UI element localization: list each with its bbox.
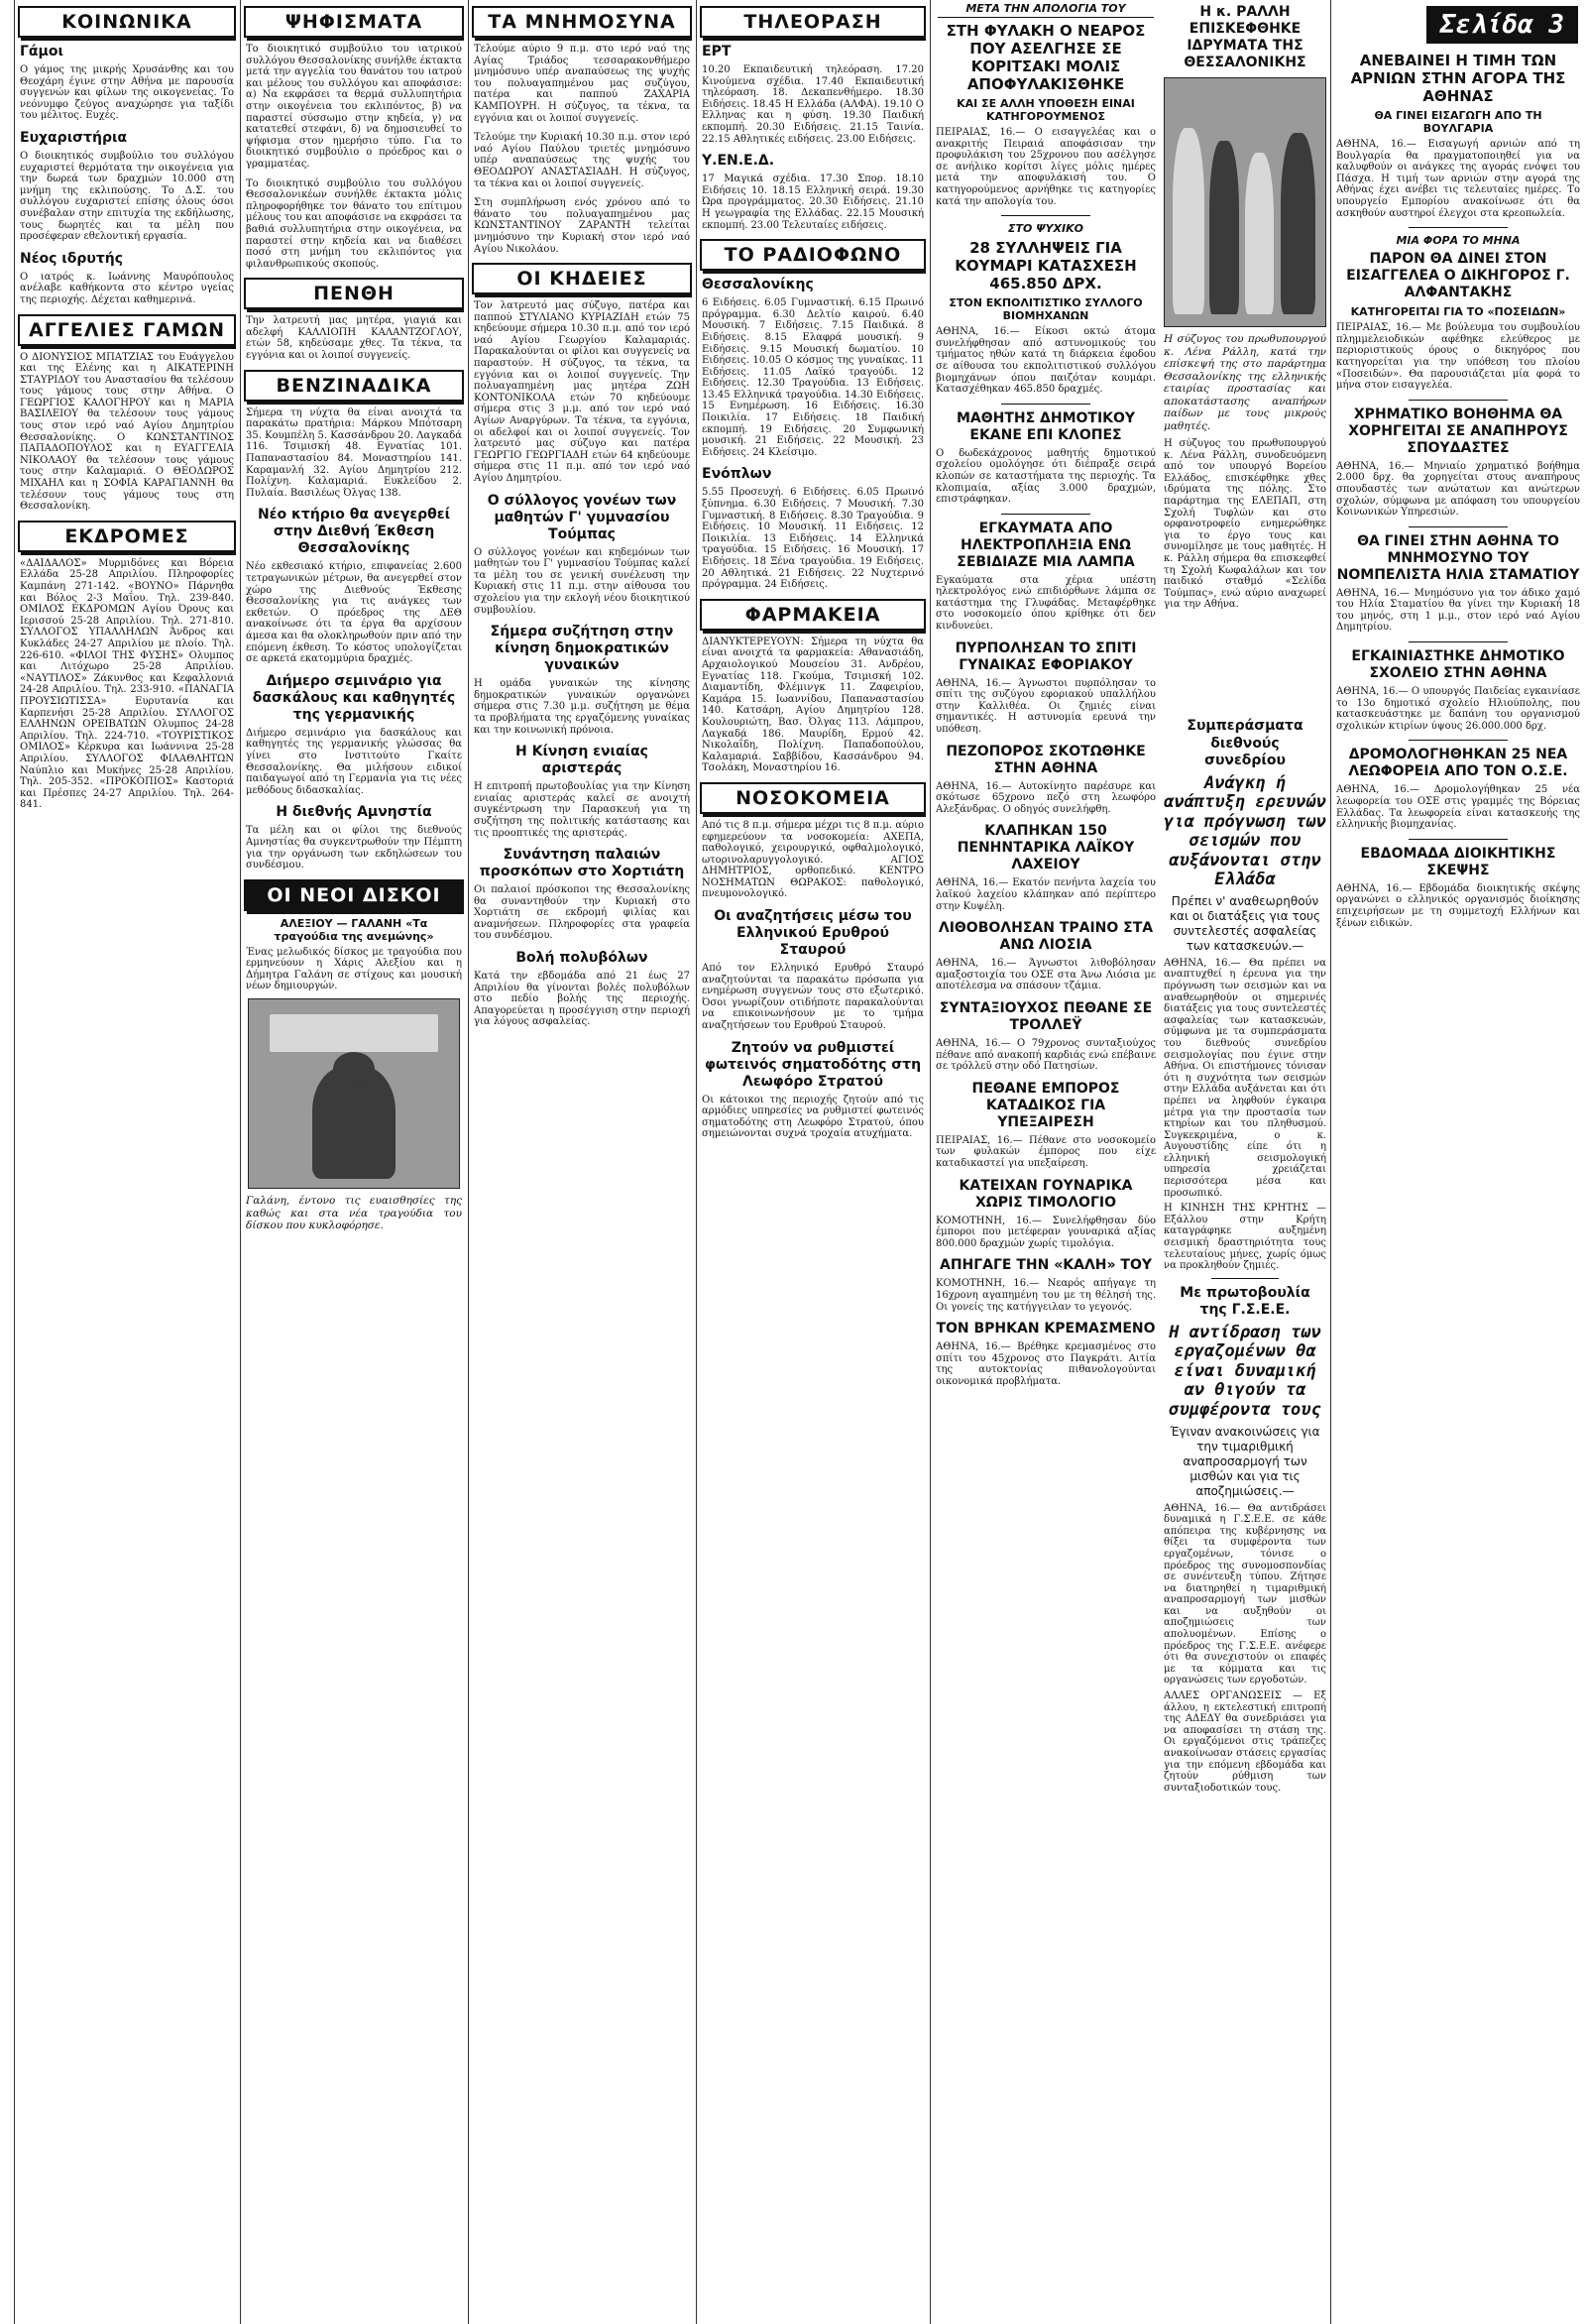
article-title: ΣΤΗ ΦΥΛΑΚΗ Ο ΝΕΑΡΟΣ ΠΟΥ ΑΣΕΛΓΗΣΕ ΣΕ ΚΟΡΙΤΣΑΚΙ ΜΟΛΙΣ ΑΠΟΦΥΛΑΚΙΣΘΗΚΕ	[946, 22, 1146, 93]
article-title: Ζητούν να ρυθμιστεί φωτεινός σηματοδότης στη Λεωφόρο Στρατού	[704, 1039, 922, 1090]
article-mourning	[244, 315, 464, 361]
article-school-opening	[1334, 648, 1582, 732]
article-seminar	[244, 673, 464, 797]
article-text: ΚΟΜΟΤΗΝΗ, 16.— Συνελήφθησαν δύο έμποροι που μετέφεραν γουναρικά αξίας 800.000 δραχμών χωρίς τιμολόγια.	[936, 1215, 1156, 1249]
article-text: ΑΘΗΝΑ, 16.— Θα αντιδράσει δυναμικά η Γ.Σ.Ε.Ε. σε κάθε απόπειρα της κυβέρνησης να θίξει τα συμφέροντα των εργαζομένων, τόνισε ο πρόεδρος της συνομοσπονδίας σε συνέντευξη τύπου. Ζήτησε να διατηρηθεί η τιμαριθμική αναπροσαρμογή των μισθών και να αυξηθούν οι αποζημιώσεις των απολυομένων. Επίσης ο πρόεδρος της Γ.Σ.Ε.Ε. ανέφερε ότι θα συνεχιστούν οι επαφές με τα κόμματα και τις οργανώσεις των εργοδοτών.	[1164, 1502, 1326, 1686]
article-text: ΑΘΗΝΑ, 16.— Άγνωστοι πυρπόλησαν το σπίτι της συζύγου εφοριακού υπαλλήλου στην Καλλιθέα. Οι ζημιές είναι σημαντικές. Η αστυνομία ερευνά την υπόθεση.	[936, 677, 1156, 736]
article-text: ΑΘΗΝΑ, 16.— Αυτοκίνητο παρέσυρε και σκότωσε 65χρονο πεζό στη λεωφόρο Αλεξάνδρας. Ο οδηγός συνελήφθη.	[936, 780, 1156, 815]
schedule-text: 6 Ειδήσεις. 6.05 Γυμναστική. 6.15 Πρωινό πρόγραμμα. 6.30 Δελτίο καιρού. 6.40 Μουσική. 7 Ειδήσεις. 7.15 Παιδικά. 8 Ειδήσεις. 8.15 Ελαφρά μουσική. 9 Ειδήσεις. 9.15 Μουσική δωματίου. 10 Ειδήσεις. 10.05 Ο κόσμος της γυναίκας. 11 Ειδήσεις. 11.05 Λαϊκό τραγούδι. 12 Ειδήσεις. 12.30 Τραγούδια. 13 Ειδήσεις. 13.45 Ελληνικά τραγούδια. 14.30 Ειδήσεις. 15 Ενημέρωση. 16 Ειδήσεις. 16.30 Ποικιλία. 17 Ειδήσεις. 18 Παιδική εκπομπή. 19 Ειδήσεις. 20 Συμφωνική μουσική. 21 Ειδήσεις. 22 Μουσική. 23 Ειδήσεις. 24 Κλείσιμο.	[702, 297, 924, 458]
column-rule	[240, 0, 241, 2324]
article-title: Η κ. ΡΑΛΛΗ ΕΠΙΣΚΕΦΘΗΚΕ ΙΔΡΥΜΑΤΑ ΤΗΣ ΘΕΣΣΑΛΟΝΙΚΗΣ	[1184, 4, 1306, 70]
section-header-new-records: ΟΙ ΝΕΟΙ ΔΙΣΚΟΙ	[244, 879, 464, 911]
article-funerals	[472, 300, 692, 485]
article-text: Από τις 8 π.μ. σήμερα μέχρι τις 8 π.μ. αύριο εφημερεύουν τα νοσοκομεία: ΑΧΕΠΑ, παθολογικό, χειρουργικό, οφθαλμολογικό, ωτορινολαρυγγολογικό. ΑΓΙΟΣ ΔΗΜΗΤΡΙΟΣ, ορθοπεδικό. ΚΕΝΤΡΟ ΝΟΣΗΜΑΤΩΝ ΘΩΡΑΚΟΣ: παθολογικό, πνευμονολογικό.	[702, 819, 924, 900]
article-shooting-range	[472, 950, 692, 1028]
article-title: ΚΛΑΠΗΚΑΝ 150 ΠΕΝΗΝΤΑΡΙΚΑ ΛΑΪΚΟΥ ΛΑΧΕΙΟΥ	[957, 823, 1135, 873]
article-memorial-1	[472, 44, 692, 124]
column-1	[18, 0, 236, 2324]
article-womens-movement	[472, 624, 692, 736]
news-photo-ralli-visit	[1164, 77, 1326, 327]
article-title: ΛΙΘΟΒΟΛΗΣΑΝ ΤΡΑΙΝΟ ΣΤΑ ΑΝΩ ΛΙΟΣΙΑ	[938, 920, 1154, 954]
article-pharmacies	[700, 637, 926, 774]
column-rule	[930, 0, 931, 2324]
kicker: ΜΕΤΑ ΤΗΝ ΑΠΟΛΟΓΙΑ ΤΟΥ	[938, 2, 1154, 18]
section-header-funerals: ΟΙ ΚΗΔΕΙΕΣ	[472, 263, 692, 294]
article-title: Ο σύλλογος γονέων των μαθητών Γ' γυμνασίου Τούμπας	[487, 492, 677, 542]
kicker: Συμπεράσματα διεθνούς συνεδρίου	[1187, 718, 1303, 768]
column-rule	[468, 0, 469, 2324]
column-2	[244, 0, 464, 2324]
article-lottery-theft	[934, 823, 1158, 912]
article-disabled-students	[1334, 407, 1582, 519]
article-gambling-arrests	[934, 222, 1158, 396]
article-amnesty	[244, 804, 464, 871]
kicker: ΜΙΑ ΦΟΡΑ ΤΟ ΜΗΝΑ	[1396, 234, 1521, 248]
article-title: Συνάντηση παλαιών προσκόπων στο Χορτιάτη	[479, 847, 685, 880]
article-new-record	[244, 917, 464, 1232]
headline-workers: Η αντίδραση των εργαζομένων θα είναι δυναμική αν θιγούν τα συμφέροντα τους	[1169, 1322, 1321, 1420]
article-train-stoning	[934, 920, 1158, 992]
tv-yened	[700, 153, 926, 231]
column-3	[472, 0, 692, 2324]
article-text: Το διοικητικό συμβούλιο του ιατρικού συλλόγου Θεσσαλονίκης συνήλθε έκτακτα μετά την αγγελία του θανάτου του ιατρού και μέλους του συλλόγου και αποφάσισε: α) Να εκφράσει τα θερμά συλλυπητήρια στην οικογένεια του εκλιπόντος, β) να παραστεί σύσσωμο στην κηδεία, γ) να κατατεθεί στεφάνι, δ) να δημοσιευθεί το ψήφισμα στον ημερήσιο τύπο. Για το διοικητικό συμβούλιο ο πρόεδρος και ο γραμματέας.	[246, 44, 462, 170]
article-title: ΕΓΚΑΙΝΙΑΣΤΗΚΕ ΔΗΜΟΤΙΚΟ ΣΧΟΛΕΙΟ ΣΤΗΝ ΑΘΗΝΑ	[1351, 648, 1565, 682]
column-5	[934, 0, 1158, 2324]
article-memorial-stamatiou	[1334, 533, 1582, 634]
article-text: Τον λατρευτό μας σύζυγο, πατέρα και παππού ΣΤΥΛΙΑΝΟ ΚΥΡΙΑΖΙΔΗ ετών 75 κηδεύουμε σήμερα 10.30 π.μ. από τον ιερό ναό Αγίου Γεωργίου Καλαμαριάς. Παρακαλούνται οι φίλοι και συγγενείς να παραστούν. Η σύζυγος, τα τέκνα, τα εγγόνια και οι λοιποί συγγενείς. Την πολυαγαπημένη μας μητέρα ΖΩΗ ΚΟΝΤΟΝΙΚΟΛΑ ετών 70 κηδεύουμε σήμερα στις 3 μ.μ. από τον ιερό ναό Αγίων Αναργύρων. Τα τέκνα, τα εγγόνια, οι αδελφοί και οι λοιποί συγγενείς. Τον λατρευτό μας σύζυγο και πατέρα ΓΕΩΡΓΙΟ ΓΕΩΡΓΙΑΔΗ ετών 64 κηδεύουμε σήμερα στις 11 π.μ. από τον ιερό ναό Αγίου Δημητρίου.	[474, 300, 690, 484]
article-text: ΑΘΗΝΑ, 16.— Είκοσι οκτώ άτομα συνελήφθησαν από αστυνομικούς του τμήματος ηθών κατά τη διάρκεια έφοδου σε αίθουσα του εκπολιτιστικού συλλόγου βιομηχάνων όπου παιζόταν κουμάρι. Κατασχέθηκαν 465.850 δραχμές.	[936, 326, 1156, 396]
article-text: Ο ιατρός κ. Ιωάννης Μαυρόπουλος ανέλαβε καθήκοντα στο κέντρο υγείας της περιοχής. Δέχεται καθημερινά.	[20, 271, 234, 305]
article-title: ΘΑ ΓΙΝΕΙ ΣΤΗΝ ΑΘΗΝΑ ΤΟ ΜΝΗΜΟΣΥΝΟ ΤΟΥ ΝΟΜΠΕΛΙΣΤΑ ΗΛΙΑ ΣΤΑΜΑΤΙΟΥ	[1336, 532, 1580, 583]
article-excursions	[18, 558, 236, 811]
column-4	[700, 0, 926, 2324]
article-merchant	[934, 1081, 1158, 1170]
article-text: ΑΘΗΝΑ, 16.— Εισαγωγή αρνιών από τη Βουλγαρία θα πραγματοποιηθεί για να καλυφθούν οι ανάγκες της αγοράς ενόψει του Πάσχα. Η τιμή των αρνιών στην αγορά της Αθήνας έχει ανέβει τις τελευταίες ημέρες. Το υπουργείο Εμπορίου ανακοίνωσε ότι θα ασκηθούν αυστηροί έλεγχοι στα κρεοπωλεία.	[1336, 139, 1580, 219]
section-header-mourning: ΠΕΝΘΗ	[244, 278, 464, 309]
article-subtitle: ΚΑΙ ΣΕ ΑΛΛΗ ΥΠΟΘΕΣΗ ΕΙΝΑΙ ΚΑΤΗΓΟΡΟΥΜΕΝΟΣ	[957, 97, 1135, 123]
article-title: ΧΡΗΜΑΤΙΚΟ ΒΟΗΘΗΜΑ ΘΑ ΧΟΡΗΓΕΙΤΑΙ ΣΕ ΑΝΑΠΗΡΟΥΣ ΣΠΟΥΔΑΣΤΕΣ	[1348, 406, 1568, 456]
article-text: Νέο εκθεσιακό κτήριο, επιφανείας 2.600 τετραγωνικών μέτρων, θα ανεγερθεί στον χώρο της Διεθνούς Έκθεσης Θεσσαλονίκης για τις ανάγκες των εκθετών. Ο πρόεδρος της ΔΕΘ ανακοίνωσε ότι τα έργα θα αρχίσουν άμεσα και θα ολοκληρωθούν πριν από την επόμενη έκθεση. Το κόστος υπολογίζεται σε αρκετά εκατομμύρια δραχμές.	[246, 561, 462, 665]
article-text: ΠΕΙΡΑΙΑΣ, 16.— Ο εισαγγελέας και ο ανακριτής Πειραιά αποφάσισαν την προφυλάκιση του 25χρονου που ασέλγησε σε ανήλικο κορίτσι λίγες μόλις ημέρες μετά την αποφυλάκισή του. Ο κατηγορούμενος αρνήθηκε τις κατηγορίες κατά την απολογία του.	[936, 127, 1156, 207]
article-text: ΑΘΗΝΑ, 16.— Βρέθηκε κρεμασμένος στο σπίτι του 45χρονος στο Παγκράτι. Αιτία της αυτοκτονίας πιθανολογούνται οικονομικά προβλήματα.	[936, 1341, 1156, 1387]
article-text: Οι κάτοικοι της περιοχής ζητούν από τις αρμόδιες υπηρεσίες να ρυθμιστεί φωτεινός σηματοδότης στη Λεωφόρο Στρατού, όπου σημειώνονται συχνά τροχαία ατυχήματα.	[702, 1094, 924, 1140]
article-subtitle: ΣΤΟΝ ΕΚΠΟΛΙΤΙΣΤΙΚΟ ΣΥΛΛΟΓΟ ΒΙΟΜΗΧΑΝΩΝ	[949, 296, 1143, 323]
article-title: Διήμερο σεμινάριο για δασκάλους και καθηγητές της γερμανικής	[252, 672, 456, 723]
article-title: Η διεθνής Αμνηστία	[276, 804, 432, 821]
article-title: Νέο κτήριο θα ανεγερθεί στην Διεθνή Έκθεση Θεσσαλονίκης	[257, 507, 451, 557]
article-wedding-notices	[18, 352, 236, 513]
section-header-resolutions: ΨΗΦΙΣΜΑΤΑ	[244, 6, 464, 38]
wide-stories	[1162, 714, 1328, 2320]
article-hanged	[934, 1321, 1158, 1387]
article-text: ΑΘΗΝΑ, 16.— Δρομολογήθηκαν 25 νέα λεωφορεία του ΟΣΕ στις γραμμές της Βόρειας Ελλάδας. Τα λεωφορεία είναι κατασκευής της ελληνικής βιομηχανίας.	[1336, 784, 1580, 831]
article-subtitle: ΘΑ ΓΙΝΕΙ ΕΙΣΑΓΩΓΗ ΑΠΟ ΤΗ ΒΟΥΛΓΑΡΙΑ	[1374, 109, 1542, 135]
article-text: Η ομάδα γυναικών της κίνησης δημοκρατικών γυναικών οργανώνει σήμερα στις 7.30 μ.μ. συζήτηση με θέμα τα προβλήματα της εργαζόμενης γυναίκας και την κοινωνική πρόνοια.	[474, 678, 690, 736]
section-header-gas-stations: ΒΕΝΖΙΝΑΔΙΚΑ	[244, 370, 464, 402]
article-title: Η Κίνηση ενιαίας αριστεράς	[515, 744, 648, 777]
section-header-koinonika: ΚΟΙΝΩΝΙΚΑ	[18, 6, 236, 38]
article-text: Διήμερο σεμινάριο για δασκάλους και καθηγητές της γερμανικής γλώσσας θα γίνει στο Ινστιτούτο Γκαίτε Θεσσαλονίκης. Θα μιλήσουν ειδικοί παιδαγωγοί από τη Γερμανία για τις νέες μεθόδους διδασκαλίας.	[246, 727, 462, 796]
article-text: ΠΕΙΡΑΙΑΣ, 16.— Με βούλευμα του συμβουλίου πλημμελειοδικών αφέθηκε ελεύθερος με περιοριστικούς όρους ο δικηγόρος που κατηγορείται για την υπόθεση του πλοίου «Ποσειδών». Θα παρουσιάζεται μία φορά το μήνα στον εισαγγελέα.	[1336, 322, 1580, 392]
article-text: Κατά την εβδομάδα από 21 έως 27 Απριλίου θα γίνονται βολές πολυβόλων στο πεδίο βολής της περιοχής. Απαγορεύεται η προσέγγιση στην περιοχή για λόγους ασφαλείας.	[474, 971, 690, 1028]
article-text: ΑΘΗΝΑ, 16.— Μνημόσυνο για τον άδικο χαμό του Ηλία Σταματίου θα γίνει την Κυριακή 18 του μηνός, στη 1 μ.μ., στον ιερό ναό Αγίου Δημητρίου.	[1336, 587, 1580, 634]
channel-name: ΕΡΤ	[702, 44, 732, 59]
article-title: Ευχαριστήρια	[20, 129, 128, 146]
article-title: 28 ΣΥΛΛΗΨΕΙΣ ΓΙΑ ΚΟΥΜΑΡΙ ΚΑΤΑΣΧΕΣΗ 465.850 ΔΡΧ.	[955, 239, 1137, 293]
column-rule	[1330, 0, 1331, 2324]
article-title: ΕΒΔΟΜΑΔΑ ΔΙΟΙΚΗΤΙΚΗΣ ΣΚΕΨΗΣ	[1360, 845, 1556, 878]
kicker: Με πρωτοβουλία της Γ.Σ.Ε.Ε.	[1180, 1284, 1310, 1319]
article-jail	[934, 22, 1158, 207]
article-text: Ο σύλλογος γονέων και κηδεμόνων των μαθητών του Γ' γυμνασίου Τούμπας καλεί τα μέλη του σε γενική συνέλευση την Κυριακή στις 11 π.μ. στην αίθουσα του σχολείου για την εκλογή νέου διοικητικού συμβουλίου.	[474, 546, 690, 616]
article-text: ΑΘΗΝΑ, 16.— Ο 79χρονος συνταξιούχος πέθανε από ανακοπή καρδιάς ενώ επέβαινε σε τρόλλεϋ στην οδό Πατησίων.	[936, 1037, 1156, 1073]
photo-caption: Γαλάνη, έντονο τις ευαισθησίες της καθώς και στα νέα τραγούδια του δίσκου που κυκλοφόρησε.	[246, 1195, 462, 1232]
section-header-pharmacies: ΦΑΡΜΑΚΕΙΑ	[700, 599, 926, 631]
article-text: ΚΟΜΟΤΗΝΗ, 16.— Νεαρός απήγαγε τη 16χρονη αγαπημένη του με τη θέλησή της. Οι γονείς της κατήγγειλαν το γεγονός.	[936, 1278, 1156, 1313]
article-title: Οι αναζητήσεις μέσω του Ελληνικού Ερυθρού Σταυρού	[714, 908, 912, 959]
section-header-excursions: ΕΚΔΡΟΜΕΣ	[18, 521, 236, 552]
article-parents-association	[472, 493, 692, 617]
article-text: Τα μέλη και οι φίλοι της διεθνούς Αμνηστίας θα συγκεντρωθούν την Πέμπτη για την οργάνωση των εκδηλώσεων του συνδέσμου.	[246, 825, 462, 872]
article-lawyer	[1334, 234, 1582, 392]
article-text: Ο γάμος της μικρής Χρυσάνθης και του Θεοχάρη έγινε στην Αθήνα με παρουσία συγγενών και φίλων της οικογενείας. Το νεόνυμφο ζεύγος αναχώρησε για ταξίδι του μέλιτος. Ευχές.	[20, 64, 234, 122]
article-text: Τελούμε αύριο 9 π.μ. στο ιερό ναό της Αγίας Τριάδος τεσσαρακονθήμερο μνημόσυνο υπέρ αναπαύσεως της ψυχής του πολυαγαπημένου μας συζύγου, πατέρα και παππού ΖΑΧΑΡΙΑ ΚΑΜΠΟΥΡΗ. Η σύζυγος, τα τέκνα, τα εγγόνια και οι λοιποί συγγενείς.	[474, 44, 690, 124]
article-gas-stations	[244, 407, 464, 500]
article-text: Ο δωδεκάχρονος μαθητής δημοτικού σχολείου ομολόγησε ότι διέπραξε σειρά κλοπών σε καταστήματα της περιοχής. Τα κλοπιμαία, αξίας 3.000 δραχμών, επιστράφηκαν.	[936, 447, 1156, 506]
article-scouts-meeting	[472, 847, 692, 942]
article-text: «ΔΑΙΔΑΛΟΣ» Μυρμιδόνες και Βόρεια Ελλάδα 25-28 Απριλίου. Πληροφορίες Καμπάνη 271-142. «ΒΟΥΝΟ» Πάρνηθα και Βόλος 2-3 Μαΐου. Τηλ. 239-840. ΟΜΙΛΟΣ ΕΚΔΡΟΜΩΝ Αγίου Όρους και Ιερισσού 25-28 Απριλίου. Τηλ. 271-810. ΣΥΛΛΟΓΟΣ ΥΠΑΛΛΗΛΩΝ Άνδρος και Κυκλάδες 24-27 Απριλίου με πλοίο. Τηλ. 226-610. «ΦΙΛΟΙ ΤΗΣ ΦΥΣΗΣ» Ολυμπος και Λιτόχωρο 25-28 Απριλίου. «ΝΑΥΤΙΛΟΣ» Ζάκυνθος και Κεφαλλονιά 24-28 Απριλίου. Τηλ. 233-910. «ΠΑΝΑΓΙΑ ΠΡΟΥΣΙΩΤΙΣΣΑ» Ευρυτανία και Καρπενήσι 25-28 Απριλίου. ΣΥΛΛΟΓΟΣ ΕΛΛΗΝΩΝ ΟΡΕΙΒΑΤΩΝ Ολυμπος 24-28 Απριλίου. Τηλ. 224-710. «ΤΟΥΡΙΣΤΙΚΟΣ ΟΜΙΛΟΣ» Κέρκυρα και Ιωάννινα 25-28 Απριλίου. ΣΥΛΛΟΓΟΣ ΦΙΛΑΘΛΗΤΩΝ Ναύπλιο και Μυκήνες 25-28 Απριλίου. Τηλ. 205-352. «ΠΡΟΚΟΠΙΟΣ» Καστοριά και Πρέσπες 24-27 Απριλίου. Τηλ. 264-841.	[20, 557, 234, 811]
article-lamb-prices	[1334, 52, 1582, 219]
article-new-building	[244, 507, 464, 664]
article-title: ΚΑΤΕΙΧΑΝ ΓΟΥΝΑΡΙΚΑ ΧΩΡΙΣ ΤΙΜΟΛΟΓΙΟ	[959, 1177, 1133, 1211]
article-subtitle: ΚΑΤΗΓΟΡΕΙΤΑΙ ΓΙΑ ΤΟ «ΠΟΣΕΙΔΩΝ»	[1350, 305, 1566, 319]
radio-armed-forces	[700, 466, 926, 590]
article-text: ΑΘΗΝΑ, 16.— Εβδομάδα διοικητικής σκέψης οργανώνει ο ελληνικός οργανισμός διοίκησης επιχειρήσεων με τη συμμετοχή Ελλήνων και ξένων ειδικών.	[1336, 882, 1580, 929]
column-rule	[14, 0, 15, 2324]
article-text: ΑΘΗΝΑ, 16.— Ο υπουργός Παιδείας εγκαινίασε το 13ο δημοτικό σχολείο Ηλιούπολης, που κατασκευάστηκε με δαπάνη του οργανισμού σχολικών κτιρίων ύψους 26.000.000 δρχ.	[1336, 686, 1580, 732]
article-text: ΑΘΗΝΑ, 16.— Μηνιαίο χρηματικό βοήθημα 2.000 δρχ. θα χορηγείται στους αναπήρους σπουδαστές των ανώτατων και ανώτερων σχολών, σύμφωνα με απόφαση του υπουργείου Κοινωνικών Υπηρεσιών.	[1336, 460, 1580, 519]
article-weddings	[18, 44, 236, 122]
article-text: Ένας μελωδικός δίσκος με τραγούδια που ερμηνεύουν η Χάρις Αλεξίου και η Δήμητρα Γαλάνη σε στίχους και μουσική νέων δημιουργών.	[246, 946, 462, 992]
article-traffic-light	[700, 1040, 926, 1140]
article-thanks	[18, 130, 236, 243]
article-pedestrian	[934, 744, 1158, 816]
article-text: Το διοικητικό συμβούλιο του συλλόγου Θεσσαλονικέων συνήλθε έκτακτα μόλις πληροφορήθηκε τον θάνατο του επίτιμου μέλους του και αποφάσισε να εκφράσει τα βαθιά συλλυπητήρια στην οικογένεια, να παραστεί στην κηδεία και να διαθέσει ποσό στη μνήμη του εκλιπόντος για φιλανθρωπικούς σκοπούς.	[246, 177, 462, 270]
article-title: ΤΟΝ ΒΡΗΚΑΝ ΚΡΕΜΑΣΜΕΝΟ	[936, 1321, 1156, 1337]
article-text: Σήμερα τη νύχτα θα είναι ανοιχτά τα παρακάτω πρατήρια: Μάρκου Μπότσαρη 35. Κουμπέλη 5. Κασσάνδρου 20. Λαγκαδά 116. Τσιμισκή 48. Εγνατίας 101. Παπαναστασίου 84. Μοναστηρίου 141. Καραμανλή 32. Αγίου Δημητρίου 212. Πολίχνη. Καλαμαριά. Ευκλείδου 2. Πυλαία. Βασιλέως Όλγας 138.	[246, 407, 462, 499]
article-title: ΣΥΝΤΑΞΙΟΥΧΟΣ ΠΕΘΑΝΕ ΣΕ ΤΡΟΛΛΕΫ	[939, 999, 1153, 1033]
article-title: Γάμοι	[20, 44, 63, 59]
headline-earthquakes: Ανάγκη ή ανάπτυξη ερευνών για πρόγνωση των σεισμών που αυξάνονται στην Ελλάδα	[1164, 772, 1326, 890]
schedule-text: 17 Μαγικά σχέδια. 17.30 Σπορ. 18.10 Ειδήσεις 10. 18.15 Ελληνική σειρά. 19.30 Ώρα προγράμματος. 20.30 Ειδήσεις. 21.10 Η γεωγραφία της Ελλάδας. 22.15 Μουσική εκπομπή. 23.00 Τελευταίες ειδήσεις.	[702, 174, 924, 231]
schedule-text: 5.55 Προσευχή. 6 Ειδήσεις. 6.05 Πρωινό ξύπνημα. 6.30 Ειδήσεις. 7 Μουσική. 7.30 Γυμναστική. 8 Ειδήσεις. 8.30 Τραγούδια. 9 Ειδήσεις. 10 Μουσική. 11 Ειδήσεις. 12 Ποικιλία. 13 Ειδήσεις. 14 Ελληνικά τραγούδια. 15 Ειδήσεις. 16 Μουσική. 17 Ειδήσεις. 18 Ξένα τραγούδια. 19 Ειδήσεις. 20 Αθλητικά. 21 Ειδήσεις. 22 Νυχτερινό πρόγραμμα. 24 Ειδήσεις.	[702, 487, 924, 591]
photo-caption: Η σύζυγος του πρωθυπουργού κ. Λένα Ράλλη, κατά την επίσκεψή της στο παράρτημα Θεσσαλονίκης της ελληνικής εταιρίας προστασίας και αποκατάστασης αναπήρων παίδων με τους μικρούς μαθητές.	[1164, 333, 1326, 432]
article-hospitals	[700, 820, 926, 900]
article-title: ΜΑΘΗΤΗΣ ΔΗΜΟΤΙΚΟΥ ΕΚΑΝΕ ΕΠΙ ΚΛΟΠΕΣ	[956, 409, 1136, 443]
article-text: ΔΙΑΝΥΚΤΕΡΕΥΟΥΝ: Σήμερα τη νύχτα θα είναι ανοιχτά τα φαρμακεία: Αθανασιάδη, Αρχαιολογικού Μουσείου 31. Ανδρέου, Εγνατίας 118. Γκούμα, Τσιμισκή 102. Διαμαντίδη, Φλέμινγκ 11. Ζαφειρίου, Καμάρα 15. Ιωαννίδου, Παπαναστασίου 140. Κατσάρη, Αγίου Δημητρίου 128. Κουλουριώτη, Βασ. Όλγας 113. Λάμπρου, Λαγκαδά 186. Μαυρίδη, Ερμού 42. Νικολαΐδη, Πολίχνη. Παπαδοπούλου, Καλαμαριά. Σαββίδου, Κασσάνδρου 94. Τσολάκη, Μοναστηρίου 16.	[702, 636, 924, 774]
article-abduction	[934, 1257, 1158, 1313]
article-title: ΕΓΚΑΥΜΑΤΑ ΑΠΟ ΗΛΕΚΤΡΟΠΛΗΞΙΑ ΕΝΩ ΣΕΒΙΔΙΑΖΕ ΜΙΑ ΛΑΜΠΑ	[957, 520, 1135, 570]
section-header-hospitals: ΝΟΣΟΚΟΜΕΙΑ	[700, 782, 926, 814]
article-text: Η επιτροπή πρωτοβουλίας για την Κίνηση ενιαίας αριστεράς καλεί σε ανοιχτή συγκέντρωση την Παρασκευή για τη συζήτηση της πολιτικής κατάστασης και τις προοπτικές της αριστεράς.	[474, 781, 690, 839]
section-header-memorials: ΤΑ ΜΝΗΜΟΣΥΝΑ	[472, 6, 692, 38]
section-header-wedding-notices: ΑΓΓΕΛΙΕΣ ΓΑΜΩΝ	[18, 314, 236, 346]
tv-ert	[700, 44, 926, 145]
article-text: Ο διοικητικός συμβούλιο του συλλόγου ευχαριστεί θερμότατα την οικογένεια για την δωρεά των δραχμών 10.000 στη μνήμη της εκλιπούσης. Το Δ.Σ. του συλλόγου ευχαριστεί επίσης όλους όσοι συνέβαλαν στην επιτυχία της εκδήλωσης, τους δωρητές και τα μέλη που προσέφεραν εθελοντική εργασία.	[20, 150, 234, 243]
article-student-thefts	[934, 410, 1158, 506]
channel-name: Υ.ΕΝ.Ε.Δ.	[702, 153, 775, 170]
section-header-television: ΤΗΛΕΟΡΑΣΗ	[700, 6, 926, 38]
article-text: Οι παλαιοί πρόσκοποι της Θεσσαλονίκης θα συναντηθούν την Κυριακή στο Χορτιάτη σε εκδρομή φιλίας και αναμνήσεων. Πληροφορίες στα γραφεία του συνδέσμου.	[474, 884, 690, 942]
section-header-radio: ΤΟ ΡΑΔΙΟΦΩΝΟ	[700, 239, 926, 271]
article-electrocution	[934, 521, 1158, 633]
record-cover-photo	[248, 998, 460, 1189]
article-memorial-2	[472, 132, 692, 189]
article-text: ΑΘΗΝΑ, 16.— Θα πρέπει να αναπτυχθεί η έρευνα για την πρόγνωση των σεισμών και να αναθεωρηθούν οι σημερινές διατάξεις για τους συντελεστές ασφαλείας των κατασκευών, σύμφωνα με τα συμπεράσματα του διεθνούς συνεδρίου σεισμολογίας που έγινε στην Αθήνα. Οι επιστήμονες τόνισαν ότι η συχνότητα των σεισμών στην Ελλάδα αυξάνεται και ότι πρέπει να ληφθούν έγκαιρα μέτρα για την προστασία των κτηρίων και του πληθυσμού. Συγκεκριμένα, ο κ. Αυγουστίδης είπε ότι η ελληνική σεισμολογική υπηρεσία χρειάζεται περισσότερα μέσα και προσωπικό.	[1164, 957, 1326, 1199]
article-title: Βολή πολυβόλων	[515, 950, 648, 967]
kicker: ΣΤΟ ΨΥΧΙΚΟ	[1008, 222, 1083, 236]
article-title: Σήμερα συζήτηση στην κίνηση δημοκρατικών γυναικών	[490, 624, 674, 674]
article-title: ΔΡΟΜΟΛΟΓΗΘΗΚΑΝ 25 ΝΕΑ ΛΕΩΦΟΡΕΙΑ ΑΠΟ ΤΟΝ Ο.Σ.Ε.	[1348, 747, 1568, 780]
article-united-left	[472, 744, 692, 839]
station-name: Θεσσαλονίκης	[702, 277, 814, 293]
article-pensioner	[934, 1000, 1158, 1073]
article-management-week	[1334, 846, 1582, 929]
article-text: Εγκαύματα στα χέρια υπέστη ηλεκτρολόγος ενώ επιδιόρθωνε λάμπα σε κατάστημα της Γλυφάδας. Μεταφέρθηκε στο νοσοκομείο όπου κρίθηκε ότι δεν κινδυνεύει.	[936, 574, 1156, 633]
article-text: ΑΛΛΕΣ ΟΡΓΑΝΩΣΕΙΣ — Εξ άλλου, η εκτελεστική επιτροπή της ΑΔΕΔΥ θα συνεδριάσει για να αποφασίσει τη στάση της. Οι εργαζόμενοι στις τράπεζες ανακοίνωσαν στάσεις εργασίας για την επόμενη εβδομάδα και ζητούν ρύθμιση των συνταξιοδοτικών τους.	[1164, 1690, 1326, 1794]
article-arson	[934, 640, 1158, 736]
page-number-badge: Σελίδα 3	[1426, 6, 1578, 44]
article-subtitle: Πρέπει ν' αναθεωρηθούν και οι διατάξεις για τους συντελεστές ασφαλείας των κατασκευών.—	[1169, 893, 1321, 953]
article-memorial-3	[472, 197, 692, 255]
article-title: ΑΠΗΓΑΓΕ ΤΗΝ «ΚΑΛΗ» ΤΟΥ	[939, 1257, 1153, 1274]
article-new-doctor	[18, 251, 236, 306]
article-title: ΠΥΡΠΟΛΗΣΑΝ ΤΟ ΣΠΙΤΙ ΓΥΝΑΙΚΑΣ ΕΦΟΡΙΑΚΟΥ	[955, 639, 1137, 673]
article-text: Στη συμπλήρωση ενός χρόνου από το θάνατο του πολυαγαπημένου μας ΚΩΝΣΤΑΝΤΙΝΟΥ ΖΑΡΑΝΤΗ τελείται μνημόσυνο την Κυριακή στον ιερό ναό Αγίου Νικολάου.	[474, 197, 690, 255]
article-title: Νέος ιδρυτής	[20, 250, 124, 267]
radio-thessaloniki	[700, 277, 926, 458]
article-text: Την λατρευτή μας μητέρα, γιαγιά και αδελφή ΚΑΛΛΙΟΠΗ ΚΑΛΑΝΤΖΟΓΛΟΥ, ετών 58, κηδεύσαμε χθες. Τα τέκνα, τα εγγόνια και οι λοιποί συγγενείς.	[246, 315, 462, 362]
article-text: Από τον Ελληνικό Ερυθρό Σταυρό αναζητούνται τα παρακάτω πρόσωπα για ενημέρωση συγγενών τους στο εξωτερικό. Όσοι γνωρίζουν οτιδήποτε παρακαλούνται να επικοινωνήσουν με το τμήμα αναζητήσεων του Ερυθρού Σταυρού.	[702, 963, 924, 1032]
article-red-cross	[700, 908, 926, 1032]
schedule-text: 10.20 Εκπαιδευτική τηλεόραση. 17.20 Κινούμενα σχέδια. 17.40 Εκπαιδευτική τηλεόραση. 18. Δεκαπενθήμερο. 18.30 Ειδήσεις. 18.45 Η Ελλάδα (ΑΛΦΑ). 19.10 Ο Ελληνας και η φύση. 19.30 Παιδική εκπομπή. 20.30 Ειδήσεις. 21.15 Ταινία. 22.15 Αθλητικές ειδήσεις. 23.00 Ειδήσεις.	[702, 64, 924, 145]
article-title: ΠΑΡΟΝ ΘΑ ΔΙΝΕΙ ΣΤΟΝ ΕΙΣΑΓΓΕΛΕΑ Ο ΔΙΚΗΓΟΡΟΣ Γ. ΑΛΦΑΝΤΑΚΗΣ	[1346, 251, 1570, 301]
article-text: Η ΚΙΝΗΣΗ ΤΗΣ ΚΡΗΤΗΣ — Εξάλλου στην Κρήτη καταγράφηκε αυξημένη σεισμική δραστηριότητα τους τελευταίους μήνες, χωρίς όμως να προκληθούν ζημιές.	[1164, 1203, 1326, 1272]
article-furs	[934, 1178, 1158, 1250]
article-subtitle: Έγιναν ανακοινώσεις για την τιμαριθμική αναπροσαρμογή των μισθών και για τις αποζημιώσεις.—	[1170, 1424, 1320, 1498]
article-resolution-1	[244, 44, 464, 171]
article-buses	[1334, 747, 1582, 830]
article-text: ΑΘΗΝΑ, 16.— Εκατόν πενήντα λαχεία του λαϊκού λαχείου κλάπηκαν από περίπτερο στην Κυψέλη.	[936, 877, 1156, 912]
article-text: Η σύζυγος του πρωθυπουργού κ. Λένα Ράλλη, συνοδευόμενη από τον υπουργό Βορείου Ελλάδος, επισκέφθηκε χθες ιδρύματα της πόλης. Στο παράρτημα της ΕΛΕΠΑΠ, στη Σχολή Τυφλών και στο ορφανοτροφείο ενημερώθηκε για το έργο τους και συνομίλησε με τους μαθητές. Η κ. Ράλλη σήμερα θα επισκεφθεί τη Σχολή Κωφαλάλων και τον παιδικό σταθμό «Σελίδα Τούμπας», ενώ αύριο αναχωρεί για την Αθήνα.	[1164, 438, 1326, 611]
article-title: ΠΕΘΑΝΕ ΕΜΠΟΡΟΣ ΚΑΤΑΔΙΚΟΣ ΓΙΑ ΥΠΕΞΑΙΡΕΣΗ	[971, 1080, 1120, 1130]
article-text: ΑΘΗΝΑ, 16.— Άγνωστοι λιθοβόλησαν αμαξοστοιχία του ΟΣΕ στα Άνω Λιόσια με αποτέλεσμα να σπάσουν τζάμια.	[936, 958, 1156, 992]
column-7	[1334, 0, 1582, 2324]
station-name: Ενόπλων	[702, 466, 772, 483]
article-text: Τελούμε την Κυριακή 10.30 π.μ. στον ιερό ναό Αγίου Παύλου τριετές μνημόσυνο υπέρ αναπαύσεως της ψυχής του ΘΕΟΔΩΡΟΥ ΑΝΑΣΤΑΣΙΑΔΗ. Η σύζυγος, τα τέκνα και οι λοιποί συγγενείς.	[474, 132, 690, 189]
article-text: ΠΕΙΡΑΙΑΣ, 16.— Πέθανε στο νοσοκομείο των φυλακών έμπορος που είχε καταδικαστεί για υπεξαίρεση.	[936, 1134, 1156, 1169]
article-title: ΑΝΕΒΑΙΝΕΙ Η ΤΙΜΗ ΤΩΝ ΑΡΝΙΩΝ ΣΤΗΝ ΑΓΟΡΑ ΤΗΣ ΑΘΗΝΑΣ	[1350, 52, 1566, 105]
article-resolution-2	[244, 178, 464, 271]
article-text: Ο ΔΙΟΝΥΣΙΟΣ ΜΠΑΤΖΙΑΣ του Ευάγγελου και της Ελένης και η ΑΙΚΑΤΕΡΙΝΗ ΣΤΑΥΡΙΔΟΥ του Αναστασίου θα τελέσουν τους γάμους τους στην Αθήνα. Ο ΓΕΩΡΓΙΟΣ ΚΑΛΟΓΗΡΟΥ και η ΜΑΡΙΑ ΒΑΣΙΛΕΙΟΥ θα τελέσουν τους γάμους τους στον ιερό ναό Αγίου Δημητρίου Θεσσαλονίκης. Ο ΚΩΝΣΤΑΝΤΙΝΟΣ ΠΑΠΑΔΟΠΟΥΛΟΣ και η ΕΥΑΓΓΕΛΙΑ ΝΙΚΟΛΑΟΥ θα τελέσουν τους γάμους τους στην Καλαμαριά. Ο ΘΕΟΔΩΡΟΣ ΜΙΧΑΗΛ και η ΣΟΦΙΑ ΚΑΡΑΓΙΑΝΝΗ θα τελέσουν τους γάμους τους στη Θεσσαλονίκη.	[20, 351, 234, 513]
article-title: ΑΛΕΞΙΟΥ — ΓΑΛΑΝΗ «Τα τραγούδια της ανεμώνης»	[274, 916, 434, 943]
article-title: ΠΕΖΟΠΟΡΟΣ ΣΚΟΤΩΘΗΚΕ ΣΤΗΝ ΑΘΗΝΑ	[946, 743, 1146, 776]
column-rule	[696, 0, 697, 2324]
